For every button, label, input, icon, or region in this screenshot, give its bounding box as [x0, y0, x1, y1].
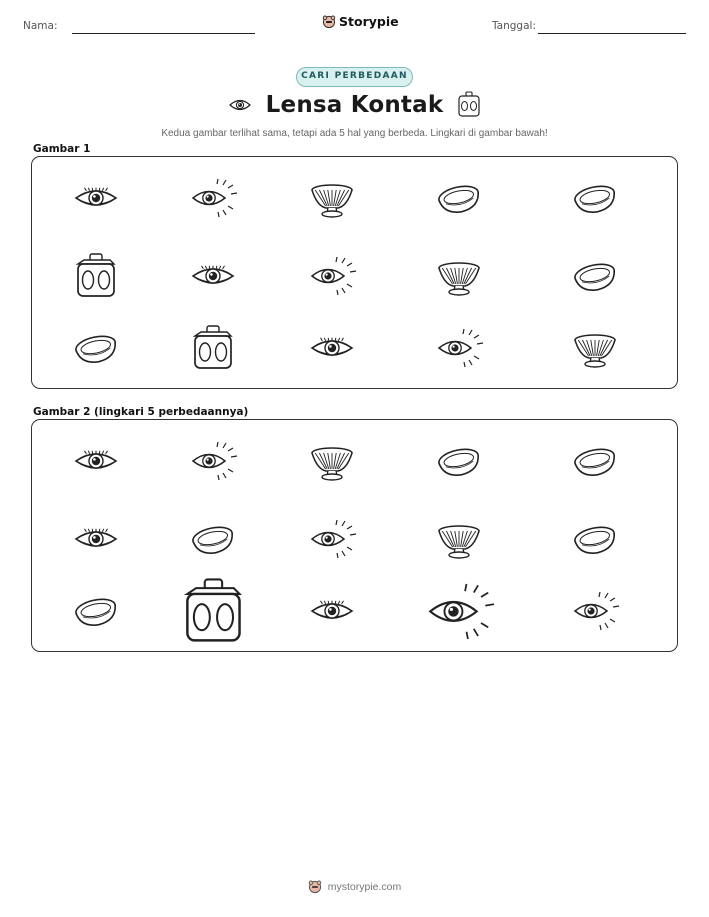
sparkling-eye-icon — [434, 327, 484, 369]
sparkling-eye-icon — [307, 518, 357, 560]
picture1-cell[interactable] — [419, 158, 499, 238]
picture2-cell[interactable] — [173, 571, 253, 651]
picture1-label: Gambar 1 — [33, 143, 91, 155]
picture1-cell[interactable] — [56, 236, 136, 316]
lens-cup-icon — [308, 177, 356, 219]
picture2-cell[interactable] — [419, 499, 499, 579]
picture1-cell[interactable] — [173, 236, 253, 316]
lens-cup-icon — [308, 440, 356, 482]
picture1-cell[interactable] — [56, 158, 136, 238]
picture2-cell[interactable] — [56, 499, 136, 579]
title-row — [0, 92, 709, 118]
picture2-label: Gambar 2 (lingkari 5 perbedaannya) — [33, 406, 249, 418]
contact-lens-icon — [436, 442, 482, 480]
lens-cup-icon — [435, 518, 483, 560]
picture2-cell[interactable] — [419, 571, 499, 651]
sparkling-eye-icon — [188, 440, 238, 482]
picture1-cell[interactable] — [555, 236, 635, 316]
picture1-cell[interactable] — [419, 236, 499, 316]
picture2-cell[interactable] — [56, 421, 136, 501]
lens-case-icon — [75, 253, 117, 299]
picture1-cell[interactable] — [419, 308, 499, 388]
contact-lens-icon — [572, 442, 618, 480]
name-field[interactable] — [72, 33, 255, 34]
picture1-cell[interactable] — [555, 158, 635, 238]
lens-case-icon — [192, 325, 234, 371]
picture1-cell[interactable] — [173, 158, 253, 238]
name-label: Nama: — [23, 20, 58, 32]
contact-lens-icon — [190, 520, 236, 558]
picture2-cell[interactable] — [292, 571, 372, 651]
eye-icon — [72, 444, 120, 478]
picture2-cell[interactable] — [56, 571, 136, 651]
date-field[interactable] — [538, 33, 686, 34]
eye-icon — [228, 96, 252, 114]
footer — [0, 880, 709, 894]
contact-lens-icon — [436, 179, 482, 217]
picture1-cell[interactable] — [555, 308, 635, 388]
picture1-panel[interactable] — [31, 156, 678, 389]
footer-site: mystorypie.com — [327, 881, 402, 893]
picture2-cell[interactable] — [292, 421, 372, 501]
picture1-cell[interactable] — [56, 308, 136, 388]
instruction-text: Kedua gambar terlihat sama, tetapi ada 5 hal yang berbeda. Lingkari di gambar bawah! — [161, 128, 548, 139]
sparkling-eye-icon — [307, 255, 357, 297]
picture1-cell[interactable] — [292, 236, 372, 316]
activity-badge: CARI PERBEDAAN — [296, 67, 413, 87]
brand-logo — [322, 14, 399, 29]
lens-cup-icon — [571, 327, 619, 369]
picture2-cell[interactable] — [292, 499, 372, 579]
picture2-cell[interactable] — [173, 499, 253, 579]
brand-name: Storypie — [339, 14, 399, 29]
sparkling-eye-icon — [188, 177, 238, 219]
picture2-cell[interactable] — [555, 421, 635, 501]
eye-icon — [308, 594, 356, 628]
picture1-cell[interactable] — [292, 308, 372, 388]
contact-lens-icon — [73, 329, 119, 367]
picture1-cell[interactable] — [173, 308, 253, 388]
picture2-cell[interactable] — [419, 421, 499, 501]
large-sparkling-eye-icon — [423, 581, 496, 642]
contact-lens-icon — [572, 257, 618, 295]
mascot-icon — [322, 15, 336, 29]
date-label: Tanggal: — [492, 20, 536, 32]
picture1-cell[interactable] — [292, 158, 372, 238]
lens-case-icon — [457, 92, 481, 118]
eye-icon — [308, 331, 356, 365]
eye-icon — [189, 259, 237, 293]
picture2-cell[interactable] — [555, 499, 635, 579]
contact-lens-icon — [572, 179, 618, 217]
eye-icon — [72, 522, 120, 556]
mascot-icon — [308, 880, 322, 894]
large-lens-case-icon — [183, 578, 244, 645]
sparkling-eye-icon — [570, 590, 620, 632]
picture2-panel[interactable] — [31, 419, 678, 652]
contact-lens-icon — [572, 520, 618, 558]
eye-icon — [72, 181, 120, 215]
page-title: Lensa Kontak — [265, 92, 444, 118]
contact-lens-icon — [73, 592, 119, 630]
picture2-cell[interactable] — [555, 571, 635, 651]
picture2-cell[interactable] — [173, 421, 253, 501]
lens-cup-icon — [435, 255, 483, 297]
